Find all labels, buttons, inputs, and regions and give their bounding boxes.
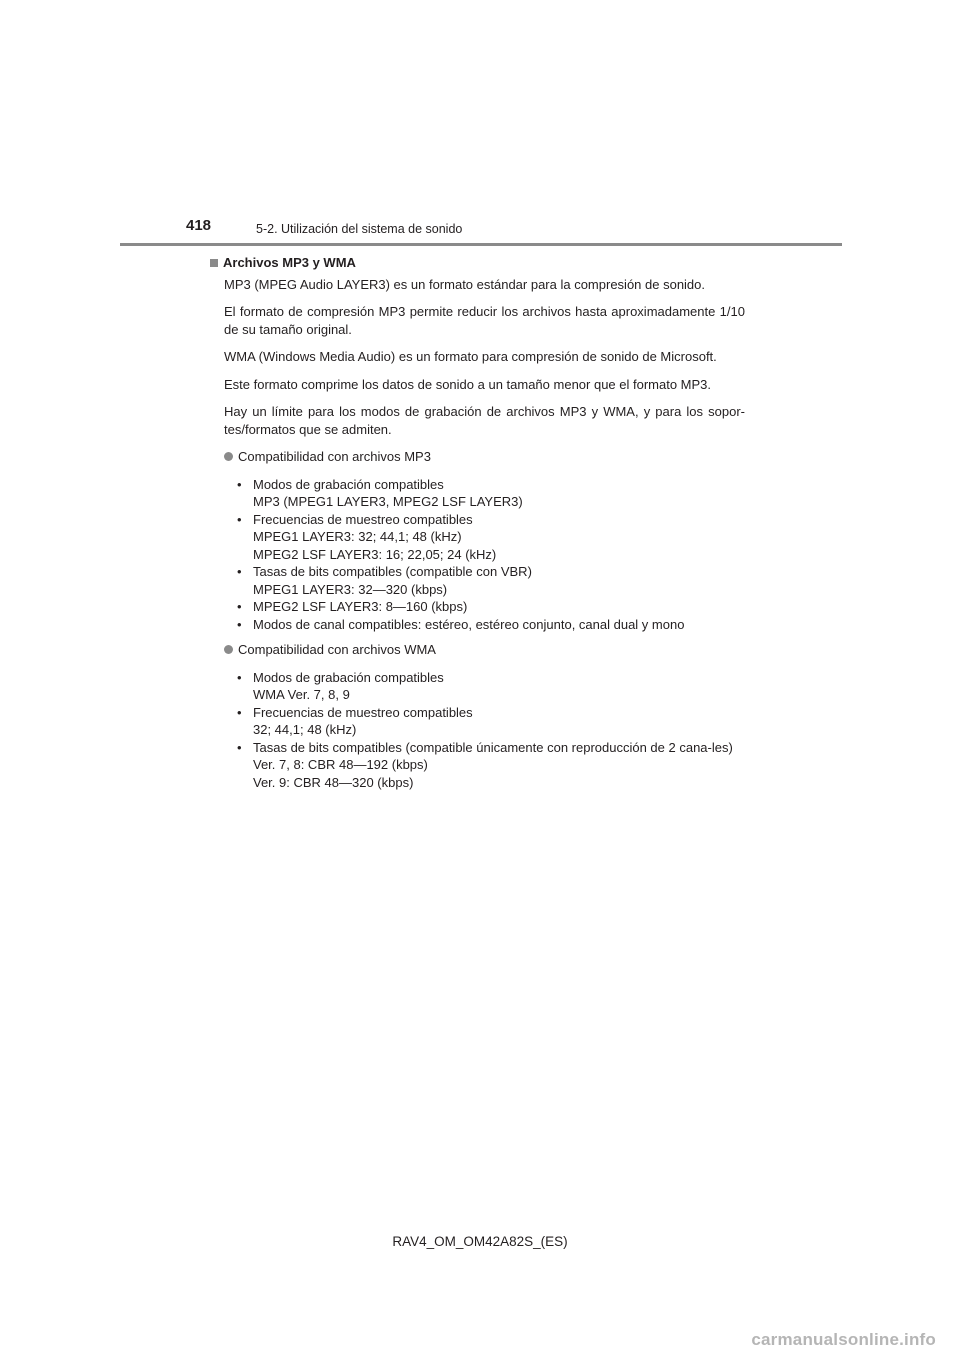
wma-subheading [224, 641, 745, 659]
list-item [237, 563, 745, 598]
wma-list [224, 669, 745, 792]
paragraph: Este formato comprime los datos de sonido a un tamaño menor que el formato MP3. [224, 376, 712, 392]
list-item [237, 598, 745, 616]
list-item-label: Frecuencias de muestreo compatibles [253, 511, 473, 527]
list-item-label: Tasas de bits compatibles (compatible con VBR) [253, 564, 532, 579]
section-heading-text: Archivos MP3 y WMA [223, 255, 356, 270]
list-item [237, 476, 745, 511]
bullet-icon: • [237, 616, 242, 632]
bullet-icon: • [237, 704, 242, 720]
list-item [237, 511, 745, 564]
mp3-subheading-text: Compatibilidad con archivos MP3 [238, 449, 431, 464]
list-item-label: Tasas de bits compatibles (compatible únicamente con reproducción de 2 cana-les) [253, 739, 733, 755]
section-heading [210, 254, 745, 272]
list-item-detail: Ver. 9: CBR 48—320 (kbps) [253, 774, 414, 790]
list-item-label: Modos de canal compatibles: estéreo, estéreo conjunto, canal dual y mono [253, 616, 685, 632]
watermark: carmanualsonline.info [751, 1330, 936, 1349]
paragraph: Hay un límite para los modos de grabación de archivos MP3 y WMA, y para los sopor-tes/formatos que se admiten. [224, 404, 745, 437]
list-item-detail: Ver. 7, 8: CBR 48—192 (kbps) [253, 757, 428, 772]
list-item [237, 616, 745, 634]
mp3-list [224, 476, 745, 634]
paragraph: MP3 (MPEG Audio LAYER3) es un formato estándar para la compresión de sonido. [224, 276, 706, 292]
list-item-detail: 32; 44,1; 48 (kHz) [253, 722, 357, 737]
bullet-icon: • [237, 669, 242, 685]
paragraph: WMA (Windows Media Audio) es un formato para compresión de sonido de Microsoft. [224, 349, 717, 364]
bullet-icon: • [237, 599, 242, 614]
wma-subheading-text: Compatibilidad con archivos WMA [238, 642, 436, 657]
list-item-detail: MP3 (MPEG1 LAYER3, MPEG2 LSF LAYER3) [253, 494, 523, 509]
list-item-detail: WMA Ver. 7, 8, 9 [253, 687, 350, 702]
paragraph: El formato de compresión MP3 permite reducir los archivos hasta aproximadamente 1/10 de su tamaño original. [224, 304, 745, 337]
circle-icon [224, 645, 233, 654]
bullet-icon: • [237, 739, 242, 755]
intro-block [224, 276, 745, 792]
page-number: 418 [186, 217, 212, 234]
bullet-icon: • [237, 511, 242, 527]
section-title: 5-2. Utilización del sistema de sonido [256, 222, 463, 236]
list-item-label: Frecuencias de muestreo compatibles [253, 704, 473, 720]
list-item-label: MPEG2 LSF LAYER3: 8—160 (kbps) [253, 599, 468, 614]
list-item [237, 669, 745, 704]
mp3-subheading [224, 448, 745, 466]
list-item [237, 739, 745, 792]
bullet-icon: • [237, 476, 242, 492]
square-icon [210, 259, 218, 267]
main-content [210, 254, 745, 799]
header-divider [120, 243, 842, 246]
document-code: RAV4_OM_OM42A82S_(ES) [392, 1234, 568, 1249]
circle-icon [224, 452, 233, 461]
list-item-detail: MPEG1 LAYER3: 32; 44,1; 48 (kHz) [253, 529, 462, 544]
list-item-detail: MPEG1 LAYER3: 32—320 (kbps) [253, 581, 448, 597]
page-header [0, 0, 960, 250]
list-item-detail: MPEG2 LSF LAYER3: 16; 22,05; 24 (kHz) [253, 546, 497, 562]
list-item [237, 704, 745, 739]
list-item-label: Modos de grabación compatibles [253, 669, 444, 685]
list-item-label: Modos de grabación compatibles [253, 476, 444, 492]
bullet-icon: • [237, 564, 242, 579]
